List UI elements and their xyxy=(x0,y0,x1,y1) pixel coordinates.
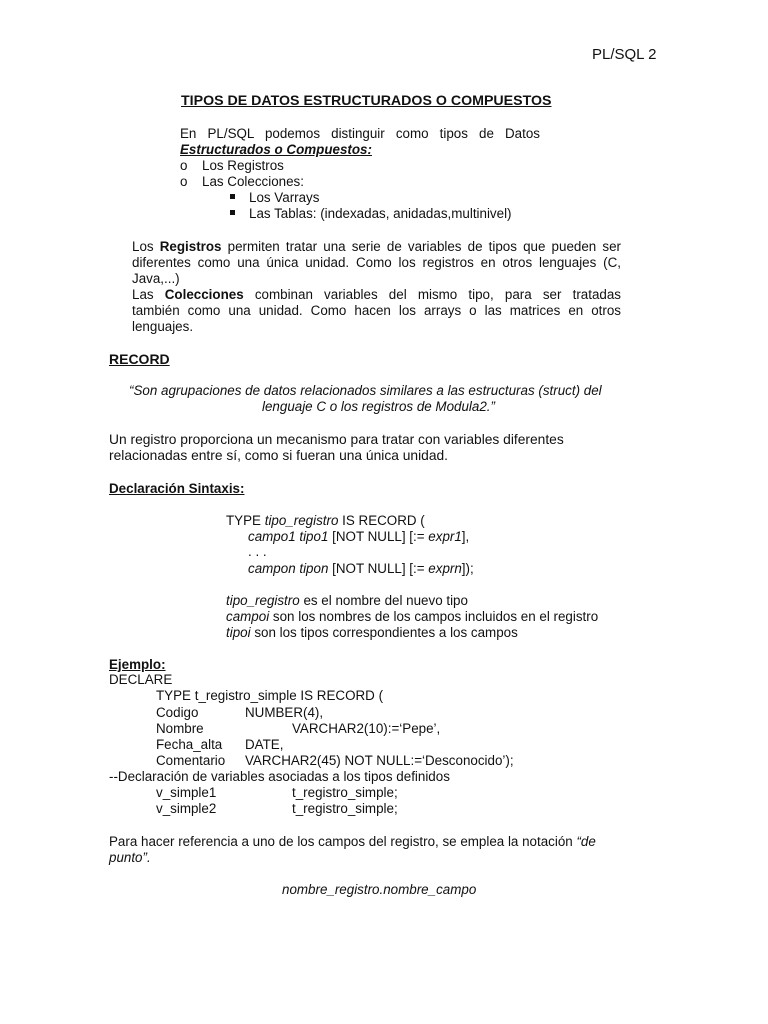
field-type-comentario: VARCHAR2(45) NOT NULL:=‘Desconocido’); xyxy=(245,753,514,768)
hollow-bullet-icon: o xyxy=(180,158,188,173)
syntax-line-campo1: campo1 tipo1 [NOT NULL] [:= expr1], xyxy=(248,529,470,544)
registros-paragraph-line-2: diferentes como una única unidad. Como los registros en otros lenguajes (C, xyxy=(132,255,621,270)
field-name-nombre: Nombre xyxy=(156,721,204,736)
field-name-fecha-alta: Fecha_alta xyxy=(156,737,223,752)
sub-item-varrays: Los Varrays xyxy=(230,190,319,205)
colecciones-paragraph-line-1: Las Colecciones combinan variables del mismo tipo, para ser tratadas xyxy=(132,287,621,302)
registros-paragraph-line-3: Java,...) xyxy=(132,271,180,286)
syntax-note-campoi: campoi son los nombres de los campos incluidos en el registro xyxy=(226,609,599,624)
registros-paragraph-line-1: Los Registros permiten tratar una serie de variables de tipos que pueden ser xyxy=(132,239,621,254)
var-name-v-simple2: v_simple2 xyxy=(156,801,217,816)
var-type-v-simple1: t_registro_simple; xyxy=(292,785,398,800)
syntax-note-tipo-registro: tipo_registro es el nombre del nuevo tipo xyxy=(226,593,468,608)
syntax-heading: Declaración Sintaxis: xyxy=(109,481,245,496)
square-bullet-icon xyxy=(230,210,235,215)
notation-example: nombre_registro.nombre_campo xyxy=(282,882,477,897)
page-header: PL/SQL 2 xyxy=(592,46,657,63)
example-comment: --Declaración de variables asociadas a los tipos definidos xyxy=(109,769,450,784)
syntax-note-tipoi: tipoi son los tipos correspondientes a los campos xyxy=(226,625,518,640)
example-type-line: TYPE t_registro_simple IS RECORD ( xyxy=(156,688,384,703)
field-type-codigo: NUMBER(4), xyxy=(245,705,324,720)
field-name-comentario: Comentario xyxy=(156,753,226,768)
quote-line-1: “Son agrupaciones de datos relacionados similares a las estructuras (struct) del xyxy=(129,383,602,398)
intro-item-colecciones: o Las Colecciones: xyxy=(180,174,304,189)
hollow-bullet-icon: o xyxy=(180,174,188,189)
syntax-line-campon: campon tipon [NOT NULL] [:= exprn]); xyxy=(248,561,474,576)
intro-item-registros: o Los Registros xyxy=(180,158,284,173)
quote-line-2: lenguaje C o los registros de Modula2.” xyxy=(262,399,495,414)
example-heading: Ejemplo: xyxy=(109,657,166,672)
definition-line-1: Un registro proporciona un mecanismo para tratar con variables diferentes xyxy=(109,432,564,447)
intro-line-1: En PL/SQL podemos distinguir como tipos de Datos xyxy=(180,126,540,141)
colecciones-paragraph-line-3: lenguajes. xyxy=(132,319,194,334)
var-name-v-simple1: v_simple1 xyxy=(156,785,217,800)
definition-line-2: relacionadas entre sí, como si fueran una única unidad. xyxy=(109,448,449,463)
example-declare: DECLARE xyxy=(109,672,173,687)
notation-line-2: punto”. xyxy=(109,850,151,865)
page-title: TIPOS DE DATOS ESTRUCTURADOS O COMPUESTOS xyxy=(181,93,552,109)
intro-line-2: Estructurados o Compuestos: xyxy=(180,142,372,157)
syntax-line-dots: . . . xyxy=(248,544,267,559)
colecciones-paragraph-line-2: también como una unidad. Como hacen los arrays o las matrices en otros xyxy=(132,303,621,318)
var-type-v-simple2: t_registro_simple; xyxy=(292,801,398,816)
field-type-nombre: VARCHAR2(10):=‘Pepe’, xyxy=(292,721,441,736)
field-name-codigo: Codigo xyxy=(156,705,199,720)
record-heading: RECORD xyxy=(109,351,170,367)
syntax-line-type: TYPE tipo_registro IS RECORD ( xyxy=(226,513,425,528)
notation-line-1: Para hacer referencia a uno de los campos del registro, se emplea la notación “de xyxy=(109,834,596,849)
sub-item-tablas: Las Tablas: (indexadas, anidadas,multinivel) xyxy=(230,206,512,221)
square-bullet-icon xyxy=(230,194,235,199)
field-type-fecha-alta: DATE, xyxy=(245,737,284,752)
